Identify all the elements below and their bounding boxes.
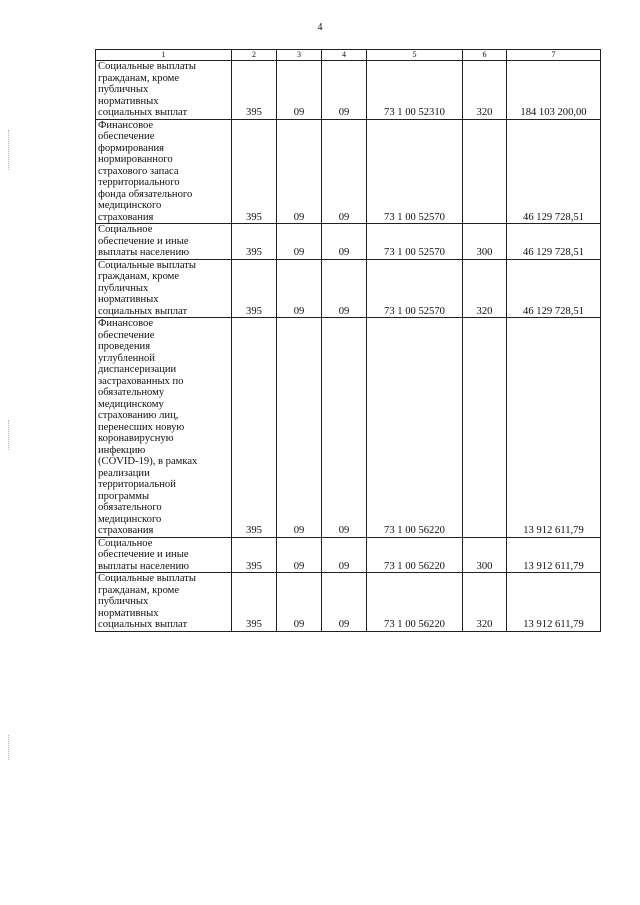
subsection-cell: 09 [322,61,367,120]
expense-name-line: (COVID-19), в рамках [98,456,198,467]
expense-name-line: Социальные выплаты [98,61,197,72]
expense-name-line: нормативных [98,95,159,107]
expense-type-cell: 300 [463,224,507,260]
expense-name-cell [96,259,232,318]
column-header: 1 [96,50,232,61]
section-cell: 09 [277,318,322,538]
subsection-cell: 09 [322,259,367,318]
expense-name-line: Финансовое [98,119,154,131]
expense-name-cell [96,537,232,573]
expense-name-line: застрахованных по [98,375,184,387]
expense-name-line: страхования [98,525,154,536]
expense-name-line: диспансеризации [98,364,177,375]
amount-cell: 184 103 200,00 [507,61,601,120]
expense-type-cell: 320 [463,259,507,318]
column-header: 4 [322,50,367,61]
expense-name-line: страхования [98,211,154,223]
expense-name-line: страхового запаса [98,165,179,177]
expense-name-line: реализации [98,467,150,479]
expense-name-line: публичных [98,596,149,607]
expense-name-line: страхованию лиц, [98,410,179,421]
expense-name-line: Социальные выплаты [98,573,197,584]
expense-name-line: социальных выплат [98,305,188,317]
expense-name-line: гражданам, кроме [98,584,180,596]
expense-type-cell: 320 [463,61,507,120]
table-row [96,318,601,538]
margin-scan-mark [8,735,10,760]
expense-type-cell [463,119,507,224]
expense-name-line: коронавирусную [98,433,174,444]
expense-name-line: перенесших новую [98,421,185,433]
section-cell: 09 [277,119,322,224]
expense-name-line: нормированного [98,154,173,165]
expense-name-line: обязательного [98,502,162,513]
glava-cell: 395 [232,537,277,573]
expense-type-cell: 300 [463,537,507,573]
column-header: 5 [367,50,463,61]
margin-scan-mark [8,420,10,450]
amount-cell: 46 129 728,51 [507,119,601,224]
target-article-cell: 73 1 00 56220 [367,537,463,573]
expense-name-line: Социальное [98,224,153,235]
page-number: 4 [317,22,323,33]
expense-name-line: гражданам, кроме [98,271,180,282]
expense-name-line: фонда обязательного [98,188,193,200]
expense-name-line: Финансовое [98,318,154,329]
glava-cell: 395 [232,259,277,318]
expense-name-line: нормативных [98,294,159,305]
section-cell: 09 [277,537,322,573]
table-row [96,119,601,224]
column-number-row [96,50,601,61]
table-row [96,61,601,120]
table-row [96,537,601,573]
subsection-cell: 09 [322,224,367,260]
expense-name-line: обязательному [98,387,165,398]
expense-name-line: социальных выплат [98,619,188,630]
column-header: 6 [463,50,507,61]
expense-name-line: обеспечение [98,131,155,142]
expense-name-line: территориальной [98,479,176,490]
glava-cell: 395 [232,573,277,632]
expense-name-line: гражданам, кроме [98,72,180,84]
expense-name-line: обеспечение [98,329,155,341]
expense-name-cell [96,119,232,224]
expense-type-cell: 320 [463,573,507,632]
amount-cell: 46 129 728,51 [507,224,601,260]
expense-name-cell [96,318,232,538]
expense-name-cell [96,573,232,632]
table-body [96,61,601,632]
column-header: 3 [277,50,322,61]
expense-name-line: Социальное [98,537,153,549]
subsection-cell: 09 [322,573,367,632]
expense-name-line: инфекцию [98,444,146,456]
target-article-cell: 73 1 00 56220 [367,318,463,538]
target-article-cell: 73 1 00 52310 [367,61,463,120]
margin-scan-mark [8,130,10,170]
target-article-cell: 73 1 00 52570 [367,259,463,318]
section-cell: 09 [277,224,322,260]
expense-name-line: углубленной [98,352,155,364]
expense-name-line: медицинскому [98,398,164,410]
glava-cell: 395 [232,224,277,260]
amount-cell: 13 912 611,79 [507,537,601,573]
expense-name-line: программы [98,490,150,502]
expense-name-line: публичных [98,84,149,95]
column-header: 7 [507,50,601,61]
expense-type-cell [463,318,507,538]
expense-name-cell [96,61,232,120]
section-cell: 09 [277,573,322,632]
subsection-cell: 09 [322,537,367,573]
expense-name-line: территориального [98,177,180,188]
expense-name-line: обеспечение и иные [98,235,189,247]
amount-cell: 13 912 611,79 [507,573,601,632]
expense-name-line: Социальные выплаты [98,259,197,271]
subsection-cell: 09 [322,119,367,224]
column-header: 2 [232,50,277,61]
table-row [96,224,601,260]
expense-name-line: обеспечение и иные [98,549,189,560]
section-cell: 09 [277,259,322,318]
glava-cell: 395 [232,61,277,120]
expense-name-line: социальных выплат [98,107,188,118]
expense-name-line: нормативных [98,607,159,619]
expense-name-line: выплаты населению [98,560,190,572]
expense-name-cell [96,224,232,260]
expense-name-line: публичных [98,282,149,294]
section-cell: 09 [277,61,322,120]
amount-cell: 13 912 611,79 [507,318,601,538]
expense-name-line: медицинского [98,200,162,211]
table-row [96,573,601,632]
expense-name-line: выплаты населению [98,247,190,258]
expense-name-line: проведения [98,341,151,352]
target-article-cell: 73 1 00 56220 [367,573,463,632]
glava-cell: 395 [232,119,277,224]
table-row [96,259,601,318]
expense-name-line: формирования [98,142,165,154]
expense-name-line: медицинского [98,513,162,525]
budget-table [95,49,601,632]
glava-cell: 395 [232,318,277,538]
amount-cell: 46 129 728,51 [507,259,601,318]
subsection-cell: 09 [322,318,367,538]
target-article-cell: 73 1 00 52570 [367,119,463,224]
target-article-cell: 73 1 00 52570 [367,224,463,260]
